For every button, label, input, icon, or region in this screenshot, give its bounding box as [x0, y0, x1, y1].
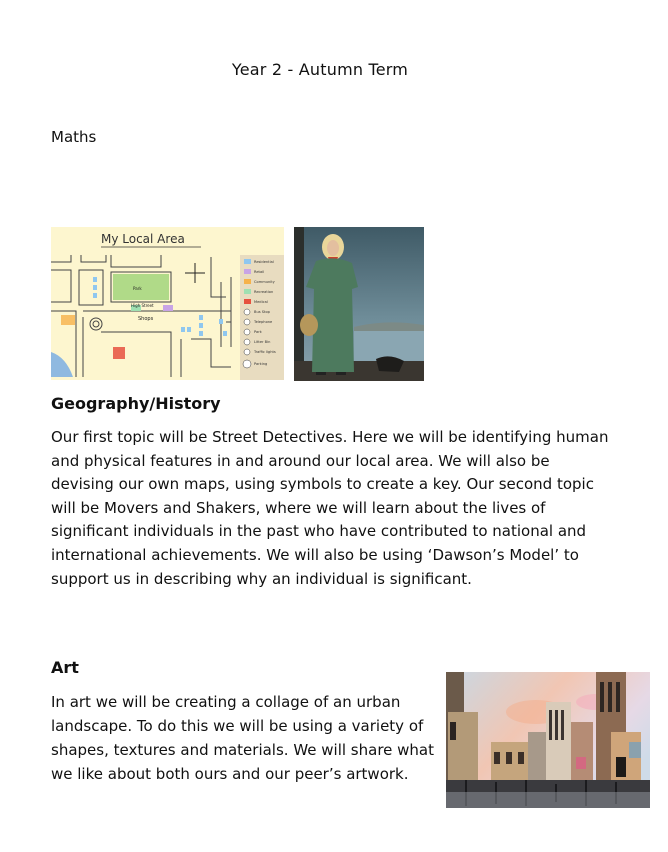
svg-text:Recreation: Recreation — [254, 290, 274, 294]
svg-text:Retail: Retail — [254, 270, 265, 274]
local-area-map-image — [51, 227, 284, 380]
geography-history-paragraph: Our first topic will be Street Detectives. Here we will be identifying human and physical features in and around our local area. We will also be devising our own maps, using symbols to create a key. Our second topic will be Movers and Shakers, where we will learn about the lives of significant individuals in the past who have contributed to national and international achievements. We will also be using ‘Dawson’s Model’ to support us in describing why an individual is significant. — [51, 428, 609, 588]
geography-history-heading: Geography/History — [51, 394, 221, 413]
svg-text:Medical: Medical — [254, 300, 268, 304]
svg-text:Parking: Parking — [254, 362, 268, 366]
svg-text:High Street: High Street — [131, 303, 154, 308]
svg-text:Telephone: Telephone — [254, 320, 273, 324]
svg-text:Traffic lights: Traffic lights — [254, 350, 276, 354]
svg-text:Bus Stop: Bus Stop — [254, 310, 270, 314]
svg-text:Litter Bin: Litter Bin — [254, 340, 271, 344]
art-heading: Art — [51, 658, 79, 677]
svg-text:Community: Community — [254, 280, 275, 284]
svg-text:Residential: Residential — [254, 260, 274, 264]
page-title: Year 2 - Autumn Term — [231, 60, 409, 79]
svg-text:Park: Park — [133, 286, 142, 291]
urban-landscape-artwork-image — [446, 672, 650, 808]
maths-heading: Maths — [51, 128, 97, 146]
art-paragraph: In art we will be creating a collage of an urban landscape. To do this we will be using a variety of shapes, textures and materials. We will share what we like about both ours and our peer’s artwork. — [51, 693, 435, 783]
svg-text:Park: Park — [254, 330, 262, 334]
historical-portrait-image — [294, 227, 424, 381]
map-title: My Local Area — [101, 232, 185, 246]
svg-text:Shops: Shops — [138, 316, 154, 322]
